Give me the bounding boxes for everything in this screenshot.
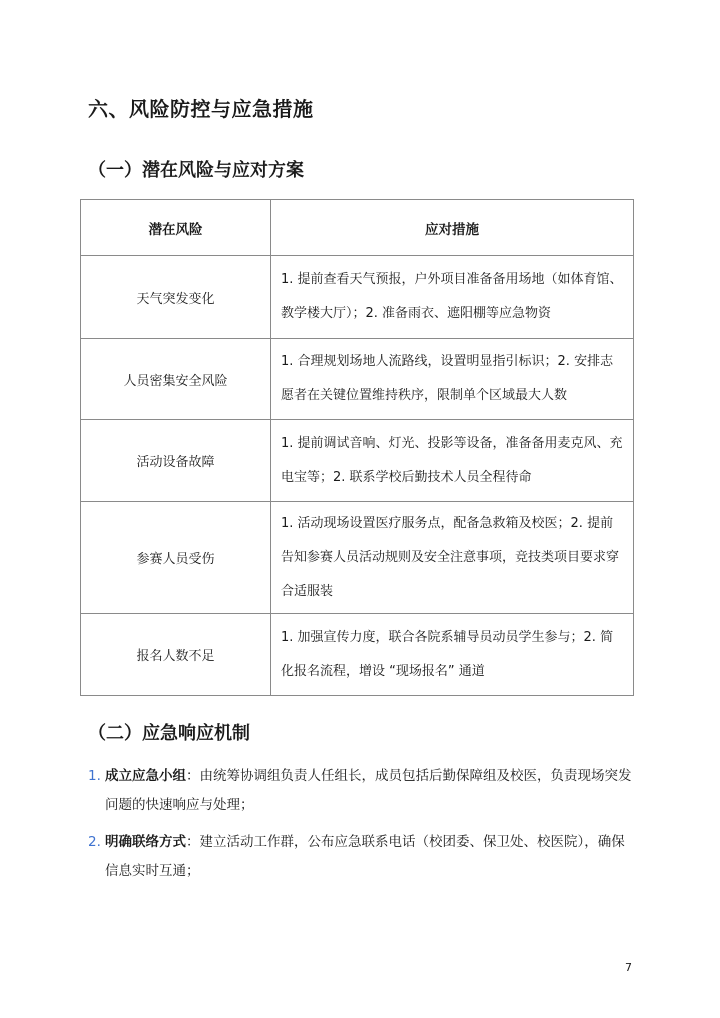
measure-line: 合适服装 [281, 583, 334, 599]
list-number: 1. [88, 768, 101, 784]
list-item-text: 信息实时互通； [105, 863, 200, 879]
measure-cell [271, 256, 634, 339]
table-row [81, 339, 634, 420]
table-row [81, 614, 634, 696]
risk-table [80, 199, 634, 696]
risk-cell: 报名人数不足 [81, 614, 271, 696]
measure-line: 电宝等；2. 联系学校后勤技术人员全程待命 [281, 469, 532, 485]
list-item-title: 明确联络方式 [105, 834, 186, 850]
risk-cell: 天气突发变化 [81, 256, 271, 339]
measure-cell [271, 420, 634, 502]
subsection-title-response: （二）应急响应机制 [88, 723, 250, 744]
list-item-text: 问题的快速响应与处理； [105, 797, 254, 813]
measure-line: 1. 活动现场设置医疗服务点，配备急救箱及校医；2. 提前 [281, 515, 614, 531]
measure-line: 教学楼大厅）；2. 准备雨衣、遮阳棚等应急物资 [281, 306, 552, 321]
table-row [81, 420, 634, 502]
list-item-text: ：由统筹协调组负责人任组长，成员包括后勤保障组及校医，负责现场突发 [186, 768, 632, 784]
measure-cell [271, 502, 634, 614]
measure-line: 1. 合理规划场地人流路线，设置明显指引标识；2. 安排志 [281, 354, 614, 369]
table-row [81, 502, 634, 614]
section-title: 六、风险防控与应急措施 [88, 97, 314, 121]
risk-cell: 活动设备故障 [81, 420, 271, 502]
measure-cell [271, 339, 634, 420]
list-item [88, 828, 665, 886]
measure-line: 化报名流程，增设 “现场报名” 通道 [281, 663, 485, 679]
list-item-text: ：建立活动工作群，公布应急联系电话（校团委、保卫处、校医院），确保 [186, 834, 625, 850]
header-risk: 潜在风险 [81, 200, 271, 256]
measure-line: 1. 提前查看天气预报，户外项目准备备用场地（如体育馆、 [281, 272, 623, 287]
table-header-row [81, 200, 634, 256]
measure-line: 1. 提前调试音响、灯光、投影等设备，准备备用麦克风、充 [281, 435, 623, 451]
page-number: 7 [625, 961, 632, 974]
risk-cell: 人员密集安全风险 [81, 339, 271, 420]
table-row [81, 256, 634, 339]
measure-line: 愿者在关键位置维持秩序，限制单个区域最大人数 [281, 388, 568, 403]
list-number: 2. [88, 834, 101, 850]
subsection-title-risks: （一）潜在风险与应对方案 [88, 160, 304, 181]
response-list [88, 762, 665, 886]
measure-line: 告知参赛人员活动规则及安全注意事项，竞技类项目要求穿 [281, 549, 620, 565]
list-item-title: 成立应急小组 [105, 768, 186, 784]
list-item [88, 762, 665, 820]
measure-line: 1. 加强宣传力度，联合各院系辅导员动员学生参与；2. 简 [281, 629, 614, 645]
header-measure: 应对措施 [271, 200, 634, 256]
risk-cell: 参赛人员受伤 [81, 502, 271, 614]
measure-cell [271, 614, 634, 696]
